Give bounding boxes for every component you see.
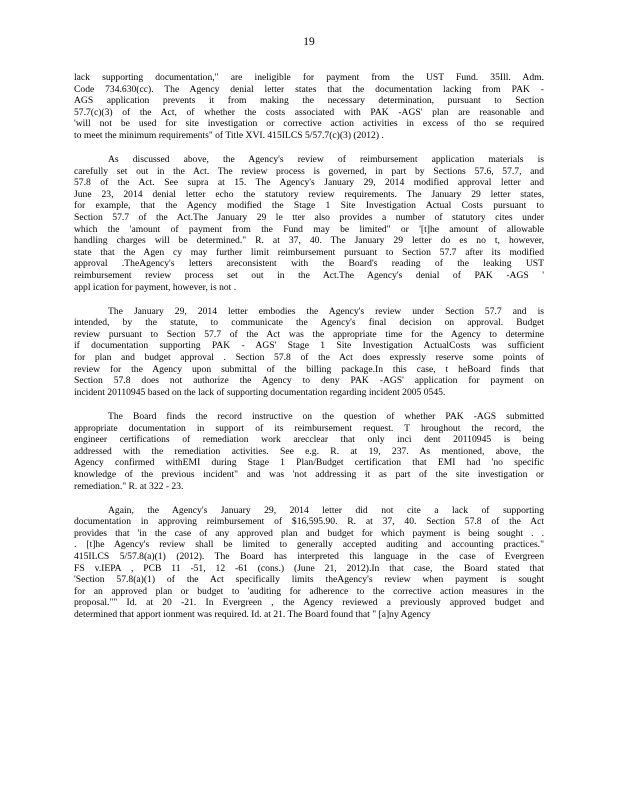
- text-line: for plan and budget approval . Section 57.8 of the Act does expressly reserve some points of: [74, 352, 544, 364]
- text-line: 57.8 of the Act. See supra at 15. The Agency's January 29, 2014 modified approval letter and: [74, 177, 544, 189]
- document-body: [74, 72, 544, 633]
- text-line: 'Section 57.8(a)(1) of the Act specifically limits theAgency's review when payment is sought: [74, 574, 544, 586]
- text-line: which the 'amount of payment from the Fund may be limited" or '[t]he amount of allowable: [74, 223, 544, 235]
- text-line: handling charges will be determined." R. at 37, 40. The January 29 letter do es no t, however,: [74, 235, 544, 247]
- text-line: 'will not be used for site investigation or corrective action activities in excess of tho se required: [74, 118, 544, 130]
- text-line: remediation." R. at 322 - 23.: [74, 480, 184, 492]
- text-line: addressed with the remediation activities. See e.g. R. at 19, 237. As mentioned, above, the: [74, 445, 544, 457]
- text-line: incident 20110945 based on the lack of supporting documentation regarding incident 2005 0545.: [74, 386, 446, 398]
- text-line: reimbursement review process set out in the Act.The Agency's denial of PAK -AGS ': [74, 270, 544, 281]
- text-line: carefully set out in the Act. The review process is governed, in part by Sections 57.6, 57.7, and: [74, 165, 544, 177]
- text-line: 57.7(c)(3) of the Act, of whether the costs associated with PAK -AGS' plan are reasonable and: [74, 106, 544, 118]
- text-line: Agency confirmed withEMI during Stage 1 Plan/Budget certification that EMI had 'no specific: [74, 457, 544, 469]
- paragraph: [74, 411, 544, 492]
- text-line: if documentation supporting PAK - AGS' Stage 1 Site Investigation ActualCosts was sufficient: [74, 340, 544, 352]
- text-line: . [t]he Agency's review shall be limited to generally accepted auditing and accounting practices.": [74, 539, 544, 551]
- text-line: lack supporting documentation," are ineligible for payment from the UST Fund. 35Ill. Adm.: [74, 72, 544, 83]
- text-line: The January 29, 2014 letter embodies the Agency's review under Section 57.7 and is: [108, 305, 544, 317]
- text-line: review pursuant to Section 57.7 of the Act was the appropriate time for the Agency to determine: [74, 328, 544, 340]
- text-line: 415ILCS 5/57.8(a)(1) (2012). The Board has interpreted this language in the case of Evergreen: [74, 550, 544, 562]
- paragraph: [74, 306, 544, 399]
- text-line: appl ication for payment, however, is not .: [74, 281, 237, 293]
- text-line: Code 734.630(cc). The Agency denial letter states that the documentation lacking from PAK -: [74, 83, 544, 95]
- text-line: June 23, 2014 denial letter echo the statutory review requirements. The January 29 letter states,: [74, 188, 544, 200]
- text-line: to meet the minimum requirements" of Title XVI. 415ILCS 5/57.7(c)(3) (2012) .: [74, 129, 384, 141]
- text-line: Section 57.8 does not authorize the Agency to deny PAK -AGS' application for payment on: [74, 375, 544, 387]
- text-line: AGS application prevents it from making the necessary determination, pursuant to Section: [74, 95, 544, 107]
- text-line: for an approved plan or budget to 'auditing for adherence to the corrective action measures in the: [74, 585, 544, 597]
- paragraph: [74, 72, 544, 142]
- text-line: review for the Agency upon submittal of the billing package.In this case, t heBoard finds that: [74, 363, 544, 375]
- text-line: FS v.IEPA , PCB 11 -51, 12 -61 (cons.) (June 21, 2012).In that case, the Board stated that: [74, 562, 544, 574]
- text-line: intended, by the statute, to communicate the Agency's final decision on approval. Budget: [74, 317, 544, 329]
- text-line: engineer certifications of remediation work arecclear that only inci dent 20110945 is being: [74, 434, 544, 446]
- text-line: for example, that the Agency modified the Stage 1 Site Investigation Actual Costs pursuant to: [74, 200, 544, 212]
- paragraph: [74, 505, 544, 621]
- text-line: approval .TheAgency's letters areconsistent with the Board's reading of the leaking UST: [74, 258, 544, 270]
- page-number: 19: [303, 36, 315, 48]
- text-line: As discussed above, the Agency's review of reimbursement application materials is: [108, 154, 544, 166]
- text-line: appropriate documentation in support of its reimbursement request. T hroughout the record, the: [74, 422, 544, 434]
- text-line: Section 57.7 of the Act.The January 29 le tter also provides a number of statutory cites under: [74, 212, 544, 224]
- text-line: state that the Agen cy may further limit reimbursement pursuant to Section 57.7 after its modified: [74, 246, 544, 258]
- text-line: The Board finds the record instructive on the question of whether PAK -AGS submitted: [108, 410, 544, 422]
- paragraph: [74, 154, 544, 293]
- text-line: determined that apport ionment was required. Id. at 21. The Board found that " [a]ny Agency: [74, 608, 431, 620]
- text-line: provides that 'in the case of any approved plan and budget for which payment is being sought . .: [74, 527, 544, 539]
- text-line: knowledge of the previous incident" and was 'not addressing it as part of the site investigation or: [74, 468, 544, 480]
- text-line: proposal."" Id. at 20 -21. In Evergreen , the Agency reviewed a previously approved budget and: [74, 597, 544, 609]
- text-line: Again, the Agency's January 29, 2014 letter did not cite a lack of supporting: [108, 504, 544, 516]
- text-line: documentation in approving reimbursement of $16,595.90. R. at 37, 40. Section 57.8 of the Act: [74, 516, 544, 528]
